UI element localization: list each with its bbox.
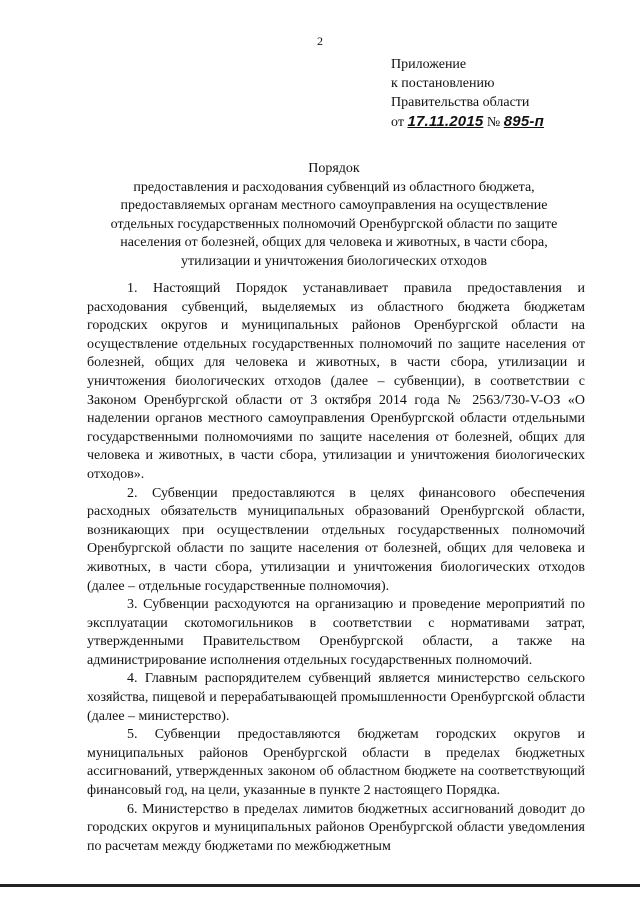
page-bottom-rule	[0, 884, 640, 887]
appendix-block	[391, 55, 544, 132]
title-heading: Порядок	[308, 161, 360, 176]
paragraph-1: 1. Настоящий Порядок устанавливает правила предоставления и расходования субвенций, выделяемых из областного бюджета бюджетам городских округов и муниципальных районов Оренбургской области на осуществление отдельных государственных полномочий по защите населения от болезней, общих для человека и животных, в части сбора, утилизации и уничтожения биологических отходов (далее – субвенции), в соответствии с Законом Оренбургской области от 3 октября 2014 года № 2563/730-V-ОЗ «О наделении органов местного самоуправления Оренбургской области отдельными государственными полномочиями по защите населения от болезней, общих для человека и животных, в части сбора, утилизации и уничтожения биологических отходов».	[87, 281, 585, 482]
paragraph-2: 2. Субвенции предоставляются в целях финансового обеспечения расходных обязательств муниципальных образований Оренбургской области, возникающих при осуществлении отдельных государственных полномочий Оренбургской области по защите населения от болезней, общих для человека и животных, в части сбора, утилизации и уничтожения биологических отходов (далее – отдельные государственные полномочия).	[87, 485, 585, 594]
paragraph-5: 5. Субвенции предоставляются бюджетам городских округов и муниципальных районов Оренбургской области в пределах бюджетных ассигнований, утвержденных законом об областном бюджете на соответствующий финансовый год, на цели, указанные в пункте 2 настоящего Порядка.	[87, 727, 585, 799]
appendix-line-3: Правительства области	[391, 95, 530, 110]
appendix-line-2: к постановлению	[391, 76, 495, 91]
title-line-4: населения от болезней, общих для человека и животных, в части сбора,	[120, 235, 548, 250]
date-prefix: от	[391, 115, 404, 130]
title-line-3: отдельных государственных полномочий Оренбургской области по защите	[110, 216, 558, 232]
title-line-2: предоставляемых органам местного самоуправления на осуществление	[120, 198, 548, 213]
page-number: 2	[317, 34, 323, 48]
paragraph-4: 4. Главным распорядителем субвенций является министерство сельского хозяйства, пищевой и перерабатывающей промышленности Оренбургской области (далее – министерство).	[87, 671, 585, 724]
title-line-5: утилизации и уничтожения биологических отходов	[180, 253, 488, 269]
number-prefix: №	[486, 115, 501, 130]
handwritten-date: 17.11.2015	[407, 113, 484, 130]
appendix-date-line	[391, 112, 544, 132]
appendix-line-1: Приложение	[391, 57, 467, 72]
title-line-1: предоставления и расходования субвенций из областного бюджета,	[133, 179, 535, 195]
handwritten-number: 895-п	[503, 113, 544, 130]
paragraph-6: 6. Министерство в пределах лимитов бюджетных ассигнований доводит до городских округов и муниципальных районов Оренбургской области уведомления по расчетам между бюджетами по межбюджетным	[87, 801, 585, 854]
document-body	[87, 280, 585, 856]
document-title	[64, 160, 604, 271]
paragraph-3: 3. Субвенции расходуются на организацию и проведение мероприятий по эксплуатации скотомогильников в соответствии с нормативами затрат, утвержденными Правительством Оренбургской области, а также на администрирование исполнения отдельных государственных полномочий.	[87, 597, 585, 668]
